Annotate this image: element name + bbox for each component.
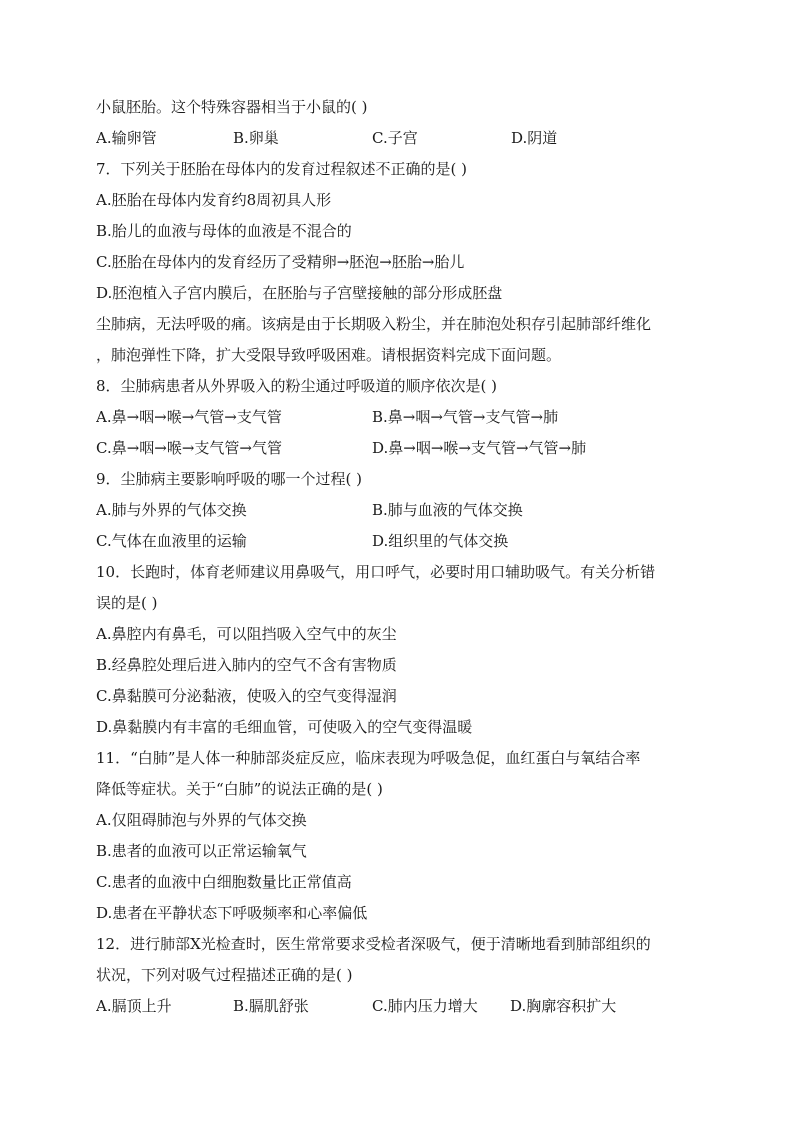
passage-line-1: 尘肺病，无法呼吸的痛。该病是由于长期吸入粉尘，并在肺泡处积存引起肺部纤维化 bbox=[96, 315, 652, 333]
q11-stem-line-1: 11．“白肺”是人体一种肺部炎症反应，临床表现为呼吸急促，血红蛋白与氧结合率 bbox=[96, 749, 641, 767]
q8-option-b: B.鼻→咽→气管→支气管→肺 bbox=[372, 408, 559, 426]
q11-option-d: D.患者在平静状态下呼吸频率和心率偏低 bbox=[96, 904, 368, 922]
q9-options-row-1 bbox=[96, 495, 700, 526]
q11-option-b: B.患者的血液可以正常运输氧气 bbox=[96, 842, 307, 860]
q7-option-b: B.胎儿的血液与母体的血液是不混合的 bbox=[96, 222, 352, 240]
q10-option-c: C.鼻黏膜可分泌黏液，使吸入的空气变得湿润 bbox=[96, 687, 397, 705]
q7-stem: 7．下列关于胚胎在母体内的发育过程叙述不正确的是( ) bbox=[96, 160, 468, 178]
q7-option-d: D.胚泡植入子宫内膜后，在胚胎与子宫壁接触的部分形成胚盘 bbox=[96, 284, 503, 302]
q11-stem-line-2: 降低等症状。关于“白肺”的说法正确的是( ) bbox=[96, 780, 383, 798]
q11-option-c: C.患者的血液中白细胞数量比正常值高 bbox=[96, 873, 352, 891]
passage-line-2: ，肺泡弹性下降，扩大受限导致呼吸困难。请根据资料完成下面问题。 bbox=[96, 346, 562, 364]
q7-option-c: C.胚胎在母体内的发育经历了受精卵→胚泡→胚胎→胎儿 bbox=[96, 253, 465, 271]
q10-option-d: D.鼻黏膜内有丰富的毛细血管，可使吸入的空气变得温暖 bbox=[96, 718, 473, 736]
q10-option-a: A.鼻腔内有鼻毛，可以阻挡吸入空气中的灰尘 bbox=[96, 625, 397, 643]
q8-option-c: C.鼻→咽→喉→支气管→气管 bbox=[96, 439, 282, 457]
q8-option-d: D.鼻→咽→喉→支气管→气管→肺 bbox=[372, 439, 587, 457]
q12-option-d: D.胸廓容积扩大 bbox=[510, 997, 617, 1015]
q7-option-a: A.胚胎在母体内发育约8周初具人形 bbox=[96, 191, 332, 209]
q6-stem-continuation: 小鼠胚胎。这个特殊容器相当于小鼠的( ) bbox=[96, 98, 368, 116]
q8-option-a: A.鼻→咽→喉→气管→支气管 bbox=[96, 408, 282, 426]
q9-option-a: A.肺与外界的气体交换 bbox=[96, 501, 247, 519]
q12-option-b: B.膈肌舒张 bbox=[233, 997, 309, 1015]
q9-option-d: D.组织里的气体交换 bbox=[372, 532, 509, 550]
q6-option-b: B.卵巢 bbox=[233, 129, 279, 147]
q9-options-row-2 bbox=[96, 526, 700, 557]
q6-option-c: C.子宫 bbox=[372, 129, 418, 147]
q12-stem-line-2: 状况，下列对吸气过程描述正确的是( ) bbox=[96, 966, 353, 984]
q9-option-c: C.气体在血液里的运输 bbox=[96, 532, 247, 550]
q8-options-row-1 bbox=[96, 402, 700, 433]
q11-option-a: A.仅阻碍肺泡与外界的气体交换 bbox=[96, 811, 307, 829]
q9-option-b: B.肺与血液的气体交换 bbox=[372, 501, 523, 519]
q10-stem-line-1: 10．长跑时，体育老师建议用鼻吸气，用口呼气，必要时用口辅助吸气。有关分析错 bbox=[96, 563, 656, 581]
q8-options-row-2 bbox=[96, 433, 700, 464]
q9-stem: 9．尘肺病主要影响呼吸的哪一个过程( ) bbox=[96, 470, 363, 488]
q12-option-a: A.膈顶上升 bbox=[96, 997, 172, 1015]
q6-options bbox=[96, 123, 700, 154]
q12-option-c: C.肺内压力增大 bbox=[372, 997, 478, 1015]
q6-option-d: D.阴道 bbox=[511, 129, 558, 147]
q12-options bbox=[96, 991, 700, 1022]
q10-stem-line-2: 误的是( ) bbox=[96, 594, 158, 612]
q6-option-a: A.输卵管 bbox=[96, 129, 157, 147]
q8-stem: 8．尘肺病患者从外界吸入的粉尘通过呼吸道的顺序依次是( ) bbox=[96, 377, 498, 395]
q12-stem-line-1: 12．进行肺部X光检查时，医生常常要求受检者深吸气，便于清晰地看到肺部组织的 bbox=[96, 935, 651, 953]
q10-option-b: B.经鼻腔处理后进入肺内的空气不含有害物质 bbox=[96, 656, 397, 674]
exam-page bbox=[96, 92, 700, 1022]
